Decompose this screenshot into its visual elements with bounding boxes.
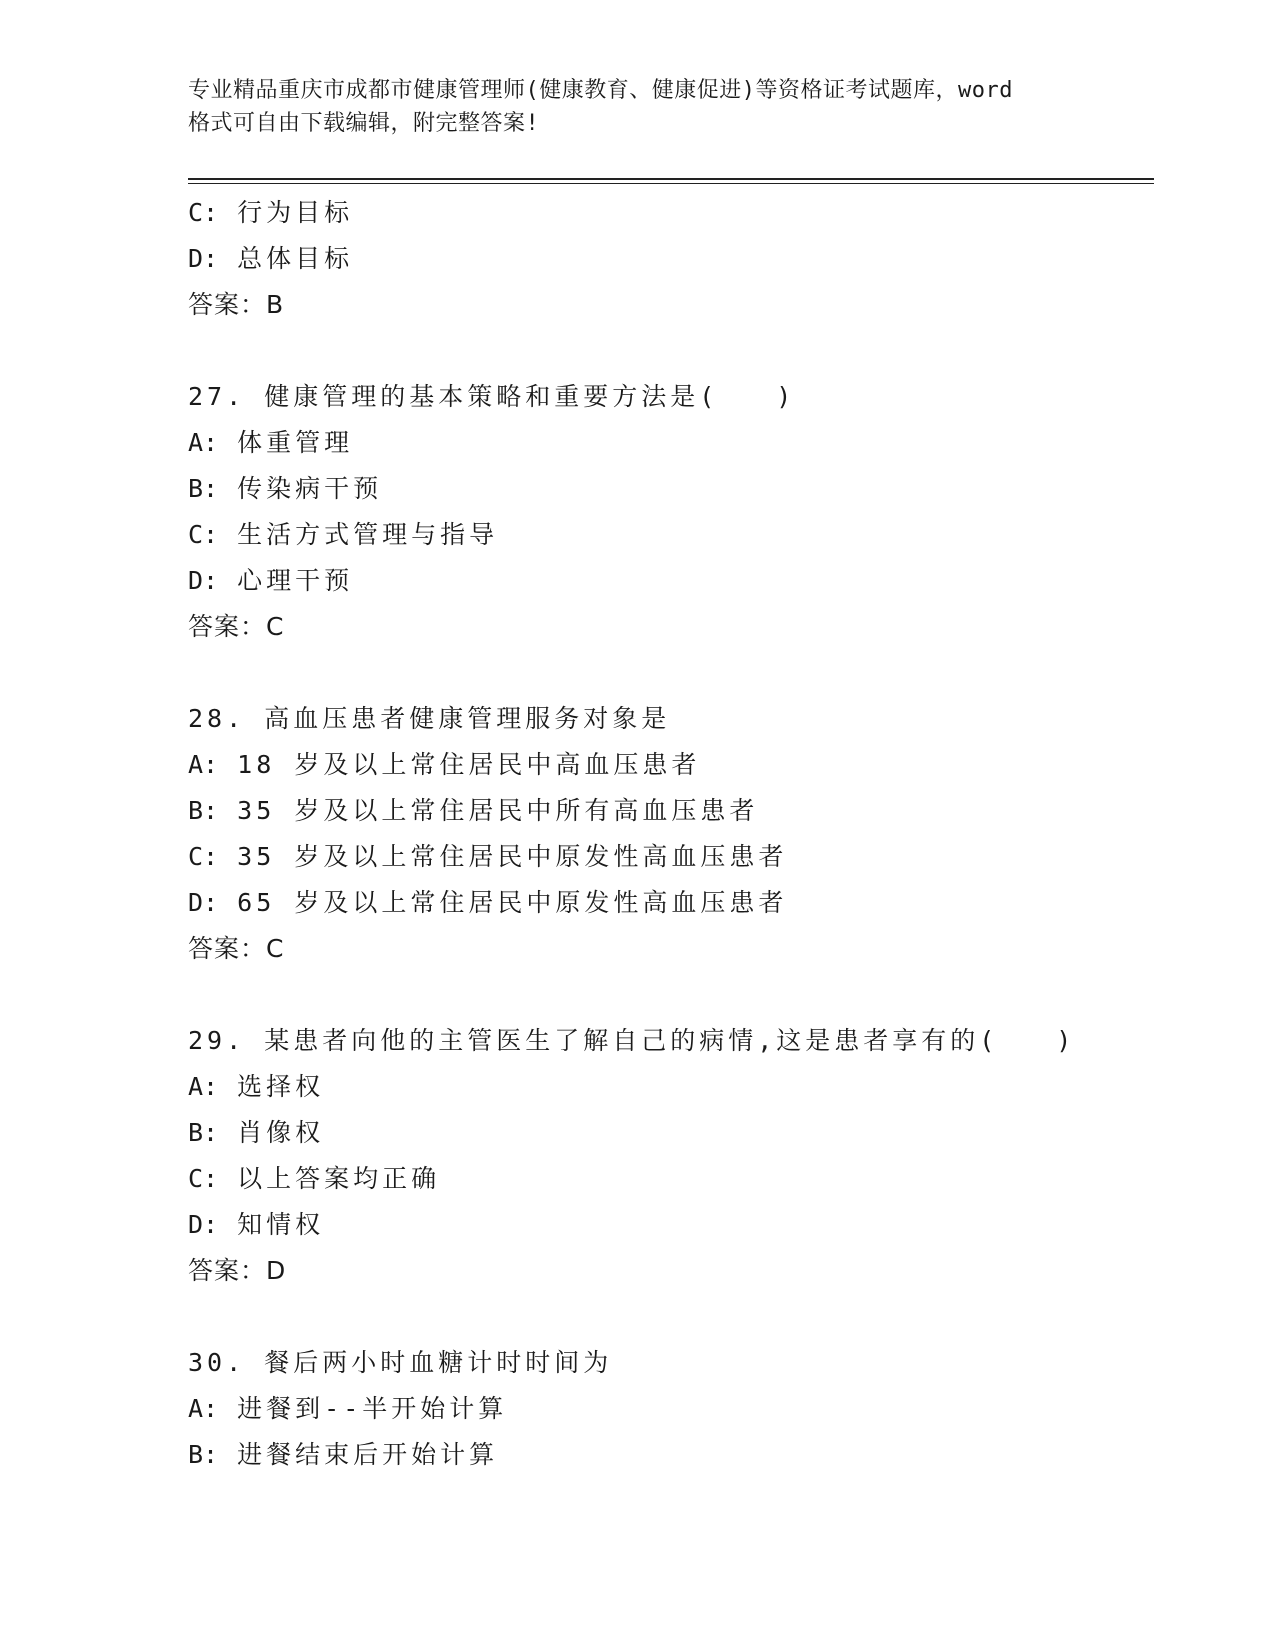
option-text: 18 岁及以上常住居民中高血压患者 xyxy=(237,750,701,779)
question-stem: 28. 高血压患者健康管理服务对象是 xyxy=(188,704,671,733)
document-header xyxy=(188,74,1108,140)
option-c xyxy=(188,190,1154,236)
option-label: B: xyxy=(188,796,219,825)
option-label: A: xyxy=(188,1072,219,1101)
option-label: D: xyxy=(188,1210,219,1239)
option-label: C: xyxy=(188,198,219,227)
question-list xyxy=(188,190,1154,1478)
option-c xyxy=(188,834,1154,880)
question-block-27 xyxy=(188,374,1154,650)
header-line-2: 格式可自由下载编辑，附完整答案! xyxy=(188,111,540,136)
option-label: A: xyxy=(188,750,219,779)
option-label: A: xyxy=(188,1394,219,1423)
question-stem: 27. 健康管理的基本策略和重要方法是( ) xyxy=(188,382,796,411)
option-label: C: xyxy=(188,1164,219,1193)
option-text: 体重管理 xyxy=(237,428,354,457)
option-b xyxy=(188,788,1154,834)
option-text: 进餐到--半开始计算 xyxy=(237,1394,508,1423)
header-divider-thick xyxy=(188,178,1154,180)
option-label: D: xyxy=(188,566,219,595)
option-c xyxy=(188,1156,1154,1202)
option-d xyxy=(188,880,1154,926)
option-text: 以上答案均正确 xyxy=(237,1164,441,1193)
option-d xyxy=(188,1202,1154,1248)
answer-line: 答案：D xyxy=(188,1256,287,1285)
option-d xyxy=(188,558,1154,604)
question-block-29 xyxy=(188,1018,1154,1294)
question-stem: 29. 某患者向他的主管医生了解自己的病情,这是患者享有的( ) xyxy=(188,1026,1076,1055)
question-block-30 xyxy=(188,1340,1154,1478)
option-b xyxy=(188,1110,1154,1156)
option-a xyxy=(188,1064,1154,1110)
answer-line: 答案：C xyxy=(188,612,285,641)
option-label: B: xyxy=(188,474,219,503)
option-text: 知情权 xyxy=(237,1210,325,1239)
option-text: 35 岁及以上常住居民中原发性高血压患者 xyxy=(237,842,788,871)
option-label: B: xyxy=(188,1118,219,1147)
option-text: 行为目标 xyxy=(237,198,354,227)
question-block-28 xyxy=(188,696,1154,972)
answer-line: 答案：B xyxy=(188,290,285,319)
option-label: C: xyxy=(188,520,219,549)
option-text: 传染病干预 xyxy=(237,474,383,503)
header-divider-thin xyxy=(188,183,1154,184)
option-text: 总体目标 xyxy=(237,244,354,273)
option-text: 肖像权 xyxy=(237,1118,325,1147)
question-stem: 30. 餐后两小时血糖计时时间为 xyxy=(188,1348,613,1377)
option-label: D: xyxy=(188,244,219,273)
spacer xyxy=(188,328,1154,374)
option-text: 35 岁及以上常住居民中所有高血压患者 xyxy=(237,796,759,825)
spacer xyxy=(188,1294,1154,1340)
option-a xyxy=(188,1386,1154,1432)
option-c xyxy=(188,512,1154,558)
header-line-1: 专业精品重庆市成都市健康管理师(健康教育、健康促进)等资格证考试题库，word xyxy=(188,78,1013,103)
option-label: C: xyxy=(188,842,219,871)
option-b xyxy=(188,1432,1154,1478)
answer-line: 答案：C xyxy=(188,934,285,963)
option-label: A: xyxy=(188,428,219,457)
spacer xyxy=(188,650,1154,696)
option-d xyxy=(188,236,1154,282)
option-label: D: xyxy=(188,888,219,917)
option-label: B: xyxy=(188,1440,219,1469)
option-text: 65 岁及以上常住居民中原发性高血压患者 xyxy=(237,888,788,917)
question-block-26 xyxy=(188,190,1154,328)
option-a xyxy=(188,420,1154,466)
option-text: 选择权 xyxy=(237,1072,325,1101)
option-text: 生活方式管理与指导 xyxy=(237,520,499,549)
option-text: 心理干预 xyxy=(237,566,354,595)
option-text: 进餐结束后开始计算 xyxy=(237,1440,499,1469)
spacer xyxy=(188,972,1154,1018)
option-b xyxy=(188,466,1154,512)
option-a xyxy=(188,742,1154,788)
